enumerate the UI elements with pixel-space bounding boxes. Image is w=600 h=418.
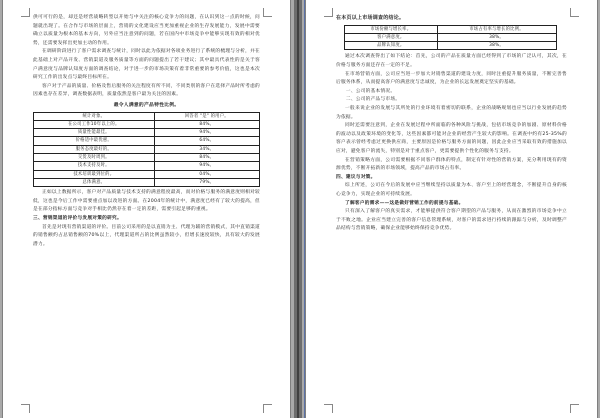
table-cell: 在公司工作10年以上的。	[34, 120, 155, 128]
margin-mark-bottom-right	[570, 404, 579, 413]
table-header-cell: 统计对象。	[34, 112, 155, 120]
table-cell: 品牌认知度。	[345, 42, 438, 50]
table-row	[345, 42, 557, 50]
table-row	[34, 154, 260, 162]
table-cell: 技术培训最到位的。	[34, 170, 155, 178]
paragraph: 一般来说企业的发展与其所处的行业环境有着密切的联系，企业的战略规划也应当以行业发展的趋势为依据。	[336, 106, 567, 120]
section-heading: 四、建议与对策。	[336, 174, 376, 180]
survey-result-table[interactable]	[344, 25, 557, 51]
table-row	[34, 170, 260, 178]
margin-mark-bottom-left	[21, 404, 30, 413]
paragraph: 一、公司的基本情况。	[336, 88, 396, 94]
table-header-cell: 回答者 "是" 的用户。	[154, 112, 259, 120]
table-cell: 64%。	[154, 137, 259, 145]
right-document-page[interactable]	[306, 0, 597, 418]
table-header-row	[34, 112, 260, 120]
table-cell: 总体满意。	[34, 178, 155, 186]
paragraph: 首先是对现有营销渠道的评价。目前公司采用的是以直销为主、代理为辅的营销模式，其中直销渠道的销售额约占总销售额的70%以上，代理渠道所占的比例虽然较小，但增长速度较快，具有较大的发展潜力。	[33, 224, 260, 247]
right-paragraphs-end	[336, 182, 567, 234]
table-cell: 84%。	[154, 120, 259, 128]
table-cell: 79%。	[154, 178, 259, 186]
margin-mark-top-right	[263, 8, 272, 17]
paragraph: 客户对于产品的质量、价格及售后服务的关注程度有所不同，不同类别的客户在选择产品时所考虑的因素也存在差异，调查数据表明，质量依然是客户最为关注的因素。	[33, 83, 260, 98]
table-row	[34, 137, 260, 145]
table-cell: 38%。	[437, 42, 556, 50]
table-row	[34, 129, 260, 137]
section-heading: 三、营销渠道的评价与发展对策的研究。	[33, 215, 122, 221]
paragraph: 二、公司的产品与市场。	[336, 97, 401, 103]
left-document-page[interactable]	[3, 0, 290, 418]
paragraph: 通过本次调查得出了如下结论：首先，公司的产品在质量方面已经得到了市场的广泛认可，其次，在价格与服务方面还存在一定的不足。	[336, 54, 567, 69]
left-paragraphs	[33, 14, 260, 100]
paragraph: 了解客户的需求——这是做好营销工作的前提与基础。	[345, 200, 464, 206]
table-cell: 市场占有率与增长的比例。	[437, 25, 556, 33]
table-cell: 质量性能最佳。	[34, 129, 155, 137]
margin-mark-bottom-right	[263, 404, 272, 413]
left-page-body[interactable]	[33, 14, 260, 249]
right-page-body[interactable]	[336, 14, 567, 234]
paragraph: 综上所述，公司在今后的发展中应当继续坚持以质量为本、客户至上的经营理念，不断提升自身的核心竞争力，实现企业的可持续发展。	[336, 183, 567, 197]
page-gutter	[294, 0, 302, 418]
table-cell: 市场份额与增长率。	[345, 25, 438, 33]
margin-mark-top-right	[570, 8, 579, 17]
table-row	[345, 33, 557, 41]
left-paragraphs-after	[33, 189, 260, 215]
paragraph: 只有深入了解客户的真实需求，才能够提供符合客户期望的产品与服务，从而在激烈的市场竞争中立于不败之地。企业应当建立完善的客户信息管理系统，对客户的需求进行持续的跟踪与分析，及时调整产品结构与营销策略，确保企业能够始终保持竞争优势。	[336, 209, 567, 232]
text-cursor-line	[304, 0, 305, 418]
right-paragraphs	[336, 53, 567, 173]
paragraph: 在调研阶段进行了客户需求调查与统计，同时以此为依据对各项业务进行了系统的梳理与分析，并在此基础上对产品开发、营销渠道及服务质量等方面的问题提出了若干建议；其中最具代表性的是关于客户满意度与品牌认知度方面的调查结论，对于进一步的市场决策有着非常重要的参考价值，这也是本次研究工作的出发点与最终目标所在。	[33, 49, 260, 81]
table-cell: 84%。	[154, 154, 259, 162]
table-caption: 最令人满意的产品特性比例。	[113, 102, 180, 108]
paragraph: 正如以上数据所示，客户对产品质量与技术支持的满意程度最高，而对价格与服务的满意度则相对较低，这也是今后工作中需要重点加以改进的方面。在2004年的统计中，满意度已经有了较大的提高，但是在部分指标方面与竞争对手相比仍然存在着一定的差距，需要引起足够的重视。	[33, 190, 260, 213]
margin-mark-top-left	[324, 8, 333, 17]
table-cell: 交货及时周到。	[34, 154, 155, 162]
table-cell: 客户满意度。	[345, 33, 438, 41]
table-row	[34, 145, 260, 153]
paragraph: 在营销策略方面，公司需要根据不同客户群体的特点，制定有针对性的营销方案，充分利用现有的资源优势，不断开拓新的市场领域，提高产品的市场占有率。	[336, 157, 567, 172]
table-cell: 价格适中最优惠。	[34, 137, 155, 145]
paragraph: 在市场营销方面，公司应当进一步加大对销售渠道的建设力度，同时注重提升服务质量，不断完善售后服务体系，从而提高客户的满意度与忠诚度，为企业的长远发展奠定坚实的基础。	[336, 71, 567, 86]
table-cell: 服务态度最好的。	[34, 145, 155, 153]
table-row	[34, 120, 260, 128]
table-row	[34, 178, 260, 186]
table-cell: 94%。	[154, 162, 259, 170]
margin-mark-top-left	[21, 8, 30, 17]
table-caption: 在本页以上市场调查的结论。	[336, 15, 405, 21]
table-cell: 38%。	[437, 33, 556, 41]
table-row	[34, 162, 260, 170]
table-row	[345, 25, 557, 33]
paragraph: 同时还需要注意到，企业在发展过程中所面临的各种风险与挑战，包括市场竞争的加剧、原材料价格的波动以及政策环境的变化等，这些因素都可能对企业的经营产生较大的影响。在调查中约有25-35%的客户表示曾经考虑过更换供应商，主要原因是价格与服务方面的问题，因此企业应当采取有效的措施加以应对，避免客户的流失，特别是对于重点客户，更需要提供个性化的服务与支持。	[336, 123, 567, 155]
table-cell: 技术支持及时。	[34, 162, 155, 170]
margin-mark-bottom-left	[324, 404, 333, 413]
paragraph: 供可可行的是，却还是经营战略转型以开始与中关注的核心竞争力的问题，在认识到这一点的时候，问题就出现了。在合作与市场的层面上，营销的文化建设应当更加重视企业的生存发展能力，发展中需要确立以质量为根本的基本方向，另外应当注意到的问题，若在国内中市场竞争中能够实现有效的相对优势，还需要发挥出更加主动的作用。	[33, 15, 260, 46]
table-cell: 94%。	[154, 129, 259, 137]
satisfaction-table[interactable]	[33, 112, 260, 188]
table-cell: 04%。	[154, 170, 259, 178]
table-cell: 34%。	[154, 145, 259, 153]
left-paragraphs-end	[33, 224, 260, 250]
